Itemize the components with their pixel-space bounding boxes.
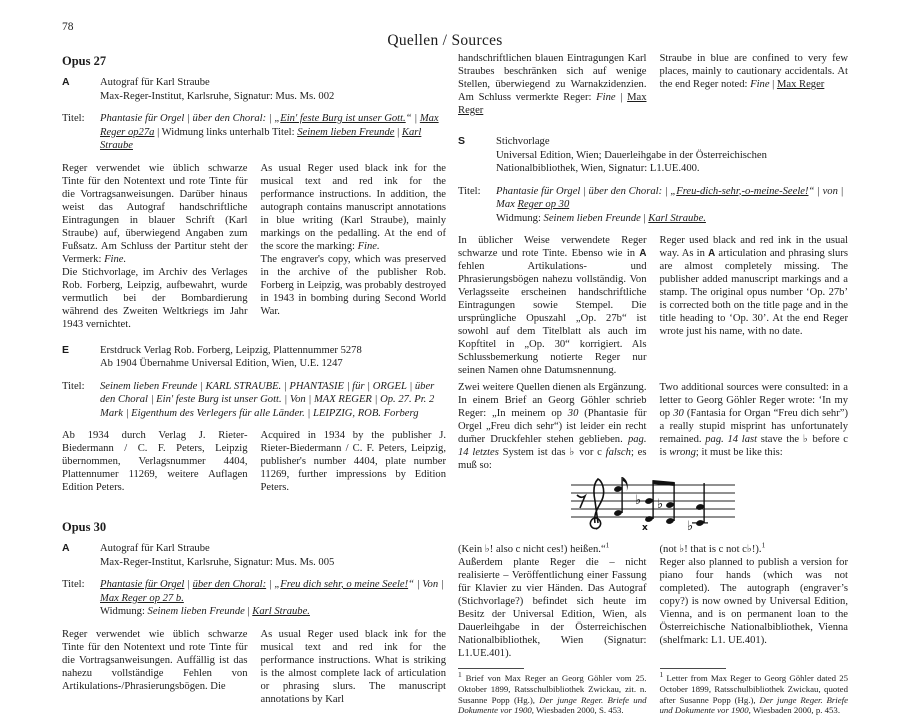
svg-text:x: x (642, 523, 648, 533)
music-example-image (567, 473, 739, 533)
source-a-line1: Autograf für Karl Straube (100, 543, 210, 554)
opus30-widmung-a-text: Widmung: Seinem lieben Freunde | Karl Straube. (100, 606, 310, 617)
svg-text:♭: ♭ (635, 493, 642, 508)
source-s-label: S (458, 135, 466, 147)
opus30-straube-paragraphs (458, 52, 848, 117)
opus30-ink-de: Reger verwendet wie üblich schwarze Tinte für den Notentext und rote Tinte für die Vortragsanweisungen. Auffällig ist das nahezu vollständige Fehlen von Artikulations-/Phrasierungsbögen. Die (62, 628, 248, 692)
titel-label: Titel: (458, 185, 481, 197)
opus30-closing-de (458, 540, 647, 660)
source-a-line2: Max-Reger-Institut, Karlsruhe, Signatur: Mus. Ms. 002 (100, 90, 335, 102)
page-number: 78 (62, 21, 74, 33)
opus27-autograph-paragraphs (62, 162, 446, 331)
source-a-line1: Autograf für Karl Straube (100, 77, 210, 88)
right-column-group (458, 52, 848, 716)
opus30-heading: Opus 30 (62, 520, 107, 534)
opus27-titel-e (62, 380, 446, 421)
paragraph: As usual Reger used black ink for the musical text and red ink for the performance instructions. In addition, the autograph contains manuscript annotations in blue writing (Karl Straube), mainly markings on the pedalling. At the end of the score the marking: Fine. (260, 162, 446, 252)
titel-label: Titel: (62, 113, 85, 124)
source-s-line2: Universal Edition, Wien; Dauerleihgabe in der Österreichischen Nationalbibliothek, Wien, Signatur: L1.UE.400. (496, 149, 767, 174)
source-s-body (496, 135, 848, 176)
opus30-titel-s-text: Phantasie für Orgel | über den Choral: | „Freu-dich-sehr,-o-meine-Seele!“ | von | Max Reger op 30 (496, 185, 844, 210)
source-a-body (100, 542, 446, 569)
opus30-source-s (458, 135, 848, 176)
source-e-label: E (62, 343, 70, 356)
source-a-line2: Max-Reger-Institut, Karlsruhe, Signatur: Mus. Ms. 005 (100, 556, 335, 568)
paragraph: (Kein ♭! also c nicht ces!) heißen.“$^1$ (458, 540, 610, 555)
footnote-rule (458, 668, 524, 669)
svg-text:♭: ♭ (687, 519, 694, 533)
opus27-heading: Opus 27 (62, 54, 107, 68)
paragraph: (not ♭! that is c not c♭!).$^1$ (659, 540, 766, 555)
opus27-peters-paragraphs (62, 429, 446, 494)
opus30-usual-paragraphs (458, 234, 848, 377)
page-title: Quellen / Sources (387, 32, 503, 49)
opus30-closing-en (659, 540, 849, 660)
opus30-letter-de: Zwei weitere Quellen dienen als Ergänzung. In einem Brief an Georg Göhler schrieb Reger: „In meinem op 30 (Phantasie für Orgel „Freu dich sehr“) ist leider ein recht dum̄er Druckfehler stehen geblieben. pag. 14 letztes System ist das ♭ vor c falsch; es muß so: (458, 382, 647, 471)
titel-label: Titel: (62, 380, 85, 392)
svg-text:♭: ♭ (657, 497, 664, 512)
footnotes (458, 668, 848, 716)
treble-clef-icon (590, 479, 603, 529)
opus30-titel-s (458, 185, 848, 226)
titel-label: Titel: (62, 579, 85, 590)
opus30-titel-a-body (100, 578, 446, 619)
opus30-titel-a (62, 578, 446, 619)
music-example (458, 473, 848, 538)
opus30-closing-paragraphs (458, 540, 848, 660)
opus27-peters-en: Acquired in 1934 by the publisher J. Rieter-Biedermann / C. F. Peters, Leipzig, publisher's number 4404, plate number 11269, further impressions by Edition Peters. (260, 430, 446, 493)
footnote-de-text: $^1$ Brief von Max Reger an Georg Göhler vom 25. Oktober 1899, Ratsschulbibliothek Zwickau, zit. n. Susanne Popp (Hg.), Der junge Reger. Briefe und Dokumente vor 1900, Wiesbaden 2000, S. 453. (458, 670, 647, 716)
source-a-label: A (62, 76, 70, 88)
source-a-label: A (62, 542, 70, 554)
opus30-widmung-s-text: Widmung: Seinem lieben Freunde | Karl Straube. (496, 212, 706, 224)
opus30-usual-de: In üblicher Weise verwendete Reger schwarze und rote Tinte. Ebenso wie in A fehlen Artikulations- und Phrasierungsbögen nahezu vollständig. Von Verlagsseite erscheinen handschriftliche Eintragungen sowie Stempel. Die ursprüngliche Opuszahl „Op. 27b“ ist sowohl auf dem Titelblatt als auch im Kopftitel in „Op. 30“ korrigiert. Als Schlussbemerkung notierte Reger nur seinen Namen ohne Datumsnennung. (458, 235, 647, 376)
opus27-autograph-de (62, 162, 248, 331)
footnote-rule (660, 668, 726, 669)
footnote-en (660, 668, 849, 716)
source-e-body (100, 344, 446, 371)
opus30-straube-de: handschriftlichen blauen Eintragungen Karl Straubes beschränken sich auf wenige Stellen, überwiegend zu Warnakzidenzien. Am Schluss vermerkte Reger: Fine | Max Reger (458, 53, 647, 116)
footnote-de (458, 668, 647, 716)
opus27-peters-de: Ab 1934 durch Verlag J. Rieter-Biedermann / C. F. Peters, Leipzig übernommen, Verlagsnummer 4404, Plattennumer 11269, weitere Auflagen Edition Peters. (62, 430, 248, 493)
source-e-line1: Erstdruck Verlag Rob. Forberg, Leipzig, Plattennummer 5278 (100, 344, 362, 356)
source-a-body (100, 76, 446, 103)
source-e-line2: Ab 1904 Übernahme Universal Edition, Wien, U.E. 1247 (100, 358, 343, 369)
footnote-en-text: $^1$ Letter from Max Reger to Georg Göhler dated 25 October 1899, Ratsschulbibliothek Zwickau, quoted after Susanne Popp (Hg.), Der junge Reger. Briefe und Dokumente vor 1900, Wiesbaden 2000, p. 453. (659, 670, 848, 716)
opus30-titel-s-body (496, 185, 848, 226)
opus27-source-a (62, 76, 446, 103)
opus27-titel-e-text: Seinem lieben Freunde | KARL STRAUBE. | PHANTASIE | für | ORGEL | über den Choral | Ein' feste Burg ist unser Gott. | Von | MAX REGER | Op. 27. Pr. 2 Mark | Eigenthum des Verlegers für alle Länder. | LEIPZIG, ROB. Forberg (100, 380, 435, 419)
opus30-ink-paragraphs (62, 628, 446, 706)
opus30-letter-paragraphs (458, 381, 848, 472)
opus30-straube-en: Straube in blue are confined to very few places, mainly to cautionary accidentals. At the end Reger noted: Fine | Max Reger (659, 53, 848, 90)
opus30-source-a (62, 542, 446, 569)
opus27-titel-a (62, 112, 446, 153)
opus30-usual-en: Reger used black and red ink in the usual way. As in A articulation and phrasing slurs are almost completely missing. The publisher added manuscript markings and a stamp. The original opus number ‘Op. 27b’ is corrected both on the title page and in the title heading to ‘Op. 30’. At the end Reger wrote just his name, with no date. (659, 235, 848, 337)
paragraph: The engraver's copy, which was preserved in the archive of the publisher Rob. Forberg in Leipzig, was probably destroyed in 1943 in bombing during Second World War. (260, 253, 446, 317)
paragraph: Die Stichvorlage, im Archiv des Verlages Rob. Forberg, Leipzig, aufbewahrt, wurde vermutlich bei der Bombardierung während des Zweiten Weltkriegs im Jahr 1943 vernichtet. (62, 266, 248, 330)
opus30-ink-en: As usual Reger used black ink for the musical text and red ink for the performance instructions. What is striking is the almost complete lack of articulation or phrasing slurs. The manuscript annotations by Karl (260, 628, 446, 705)
paragraph: Außerdem plante Reger die – nicht realisierte – Veröffentlichung einer Fassung für Klavier zu vier Händen. Das Autograf (Stichvorlage?) befindet sich heute im Besitz der Universal Edition, Wien, als Dauerleihgabe in der Österreichischen Nationalbibliothek, Wien (Signatur: L1.UE.401). (458, 557, 647, 659)
opus27-source-e (62, 344, 446, 371)
opus30-letter-en: Two additional sources were consulted: in a letter to Georg Göhler Reger wrote: ‘In my op 30 (Fantasia for Organ “Freu dich sehr”) a really stupid misprint has unfortunately remained. pag. 14 last stave the ♭ before c is wrong; it must be like this: (659, 382, 848, 458)
opus30-titel-a-text: Phantasie für Orgel | über den Choral: | „Freu dich sehr, o meine Seele!“ | Von | Max Reger op 27 b. (100, 579, 444, 604)
source-s-line1: Stichvorlage (496, 136, 550, 147)
paragraph: Reger also planned to publish a version for piano four hands (which was not completed). The autograph (engraver’s copy?) is now owned by Universal Edition, Vienna, and is on permanent loan to the Österreichische Nationalbibliothek, Vienna (shelfmark: L1. UE.401). (659, 557, 848, 646)
left-column-group (62, 54, 446, 719)
paragraph: Reger verwendet wie üblich schwarze Tinte für den Notentext und rote Tinte für die Vortragsanweisungen. Darüber hinaus weist das Autograf handschriftliche Eintragungen in blauer Schrift (Karl Straube) auf, überwiegend Angaben zum Fußsatz. Am Schluss der Partitur steht der Vermerk: Fine. (62, 162, 248, 265)
opus27-titel-a-text: Phantasie für Orgel | über den Choral: | „Ein' feste Burg ist unser Gott.“ | Max Reger op27a | Widmung links unterhalb Titel: Seinem lieben Freunde | Karl Straube (100, 113, 439, 151)
opus27-autograph-en (261, 162, 447, 331)
